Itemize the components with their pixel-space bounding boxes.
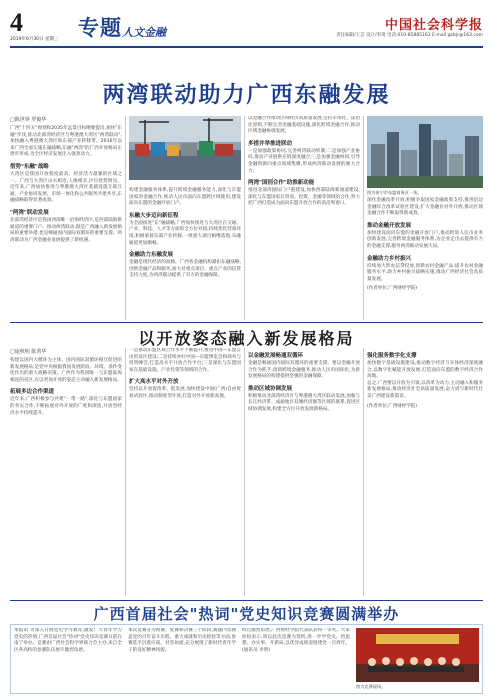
paragraph: 加快数字基础设施建设,推动数字经济与实体经济深度融合,以数字化赋能开放发展,打造面向东盟的数字经济合作高地。 (367, 361, 483, 380)
paragraph: 金融是现代经济的血脉。广西各金融机构紧扣东融战略,创新金融产品和服务,加大对重点项目、重点产业的信贷支持力度,为两湾联动提供了有力的金融保障。 (129, 260, 241, 279)
paragraph: 以金融合作推动区域经济高质量发展,坚持市场化、法治化原则,不断完善金融基础设施,深化跨境金融合作,推动区域金融协调发展。 (248, 116, 360, 135)
section-title: 专题 (78, 15, 122, 40)
paragraph: 构建以国内大循环为主体、国内国际双循环相互促进的新发展格局,是党中央根据我国发展阶段、环境、条件变化作出的重大战略决策。广西作为我国唯一与东盟陆海相连的省区,应以更加开放的姿态主动融入新发展格局。 (10, 358, 122, 383)
subheading: 借势"东融"战略 (10, 163, 49, 170)
author-affiliation: (作者单位:广西财经学院) (367, 403, 418, 409)
newspaper-name: 中国社会科学报 (384, 18, 483, 33)
paragraph: 坚持以开放促改革、促发展,加快建设中国(广西)自由贸易试验区,推动制度型开放,打造对外开放新高地。 (129, 387, 241, 399)
subheading: 金融助力东融发展 (129, 252, 174, 259)
subheading: "两湾"联动发展 (10, 209, 49, 216)
paragraph: 金融是畅通国内国际双循环的重要支撑。要以金融开放合作为抓手,创新跨境金融服务,推动人民币国际化,为新发展格局的构建提供坚强的金融保障。 (248, 361, 360, 380)
column-divider (244, 116, 245, 320)
section-divider (10, 600, 483, 601)
byline: □庞秋明 陈善华 (10, 349, 47, 355)
port-image (129, 116, 241, 180)
header-divider (10, 46, 483, 48)
subheading: 拓展多边合作渠道 (10, 389, 55, 396)
paragraph: 构建金融服务体系,提升跨境金融服务能力,深化与东盟国家的金融合作,推动人民币面向东盟跨区域使用,建设面向东盟的金融开放门户。 (129, 188, 241, 207)
paragraph: 北部湾经济区是我国西部唯一沿海经济区,是西部陆海新通道的重要门户。推动两湾联动,既是广西融入新发展格局的重要举措,也是畅通国内国际双循环的重要支撑。两湾联动为广西金融业发展提供了新机遇。 (10, 217, 122, 243)
paragraph: 总之,广西要以开放为引领,以改革为动力,主动融入和服务新发展格局,推动经济社会高质量发展,奋力谱写新时代壮美广西建设新篇章。 (367, 380, 483, 399)
editor-contact: 责任编辑/王芸 设计/李琦 电话:010-85885163 E-mail:gsbjr@163.com (336, 33, 483, 38)
contest-image (356, 628, 479, 682)
contest-photo (356, 628, 479, 682)
subheading: 东融大步迈向新征程 (129, 212, 179, 219)
paragraph: 本次竞赛分为初赛、复赛和决赛三个阶段,赛题内容涵盖党的百年奋斗历程、重大成就和历史经验等方面,参赛选手沉着应战、对答如流,充分展现了新时代青年学子的良好精神风貌。 (128, 628, 236, 653)
subheading: 以金融发展畅通双循环 (248, 353, 304, 359)
paragraph: 大湾区是我国开放程度最高、经济活力最强的区域之一。广西与大湾区山水相连,人缘相亲,区位优势明显。近年来,广西加快推进与粤港澳大湾区基础设施互联互通、产业协同发展、市场一体化和公共服务共建共享,东融战略取得显著成效。 (10, 171, 122, 204)
subheading: 金融助力乡村振兴 (367, 255, 412, 262)
paragraph: 广西"十四五"规划和2035年远景目标纲要提出,加快"东融"步伐,推动北部湾经济区与粤港澳大湾区"两湾联动",加快融入粤港澳大湾区和东部产业转移带。2016年以来广西全面实施东融战略,东融"两湾"的广西开放格局正逐步形成,为全区经济发展注入强劲动力。 (10, 126, 122, 158)
section-subtitle: 人文金融 (122, 26, 166, 39)
paragraph: 经过激烈角逐,广西财经学院代表队获得一等奖。大家纷纷表示,将以此次竞赛为契机,进一步学党史、悟思想、办实事、开新局,以优异成绩迎接建党一百周年。(通讯员 李明) (242, 628, 350, 653)
paragraph: 推进北部湾国际门户港建设,加快西部陆海新通道建设,深化与东盟国家在贸易、投资、金融等领域的合作,努力把广西打造成为面向东盟开放合作的前沿和窗口。 (248, 188, 360, 207)
paragraph: 一是推动东盟区域合作水平不断提升,推进中国—东盟自由贸易区建设;二是持续办好中国—东盟博览会和商务与投资峰会,打造高水平开放合作平台;三是深化与东盟国家在基础设施、产业投资等领域的合作。 (129, 348, 241, 373)
page-number: 4 (10, 8, 23, 37)
paragraph: 本报讯 为深入开展党史学习教育,激发广大青年学习党史的热情,广西首届社会"热词"党史知识竞赛日前在南宁举办。竞赛由广西社会科学界联合会主办,来自全区各高校的参赛队伍展开激烈角逐。 (14, 628, 122, 653)
column-divider (244, 348, 245, 596)
section-divider (10, 322, 483, 323)
paragraph: 积极推动北部湾经济区与粤港澳大湾区联动发展,加强与长江经济带、成渝地区双城经济圈等区域的联系,促进区域协调发展,构建全方位开放发展新格局。 (248, 393, 360, 412)
masthead (10, 8, 483, 42)
port-photo (129, 116, 241, 180)
top-article-column-3 (248, 116, 360, 320)
mid-article-column-2 (129, 348, 241, 596)
column-divider (125, 116, 126, 320)
date-line: 2019年6月30日 星期三 (10, 37, 59, 42)
paragraph: 为全面推进"东"融战略,广西加快推进与大湾区在交通、产业、科技、人才等方面的全方位对接,持续优化营商环境,积极承接东部产业转移,一批重大项目相继落地,东融通道更加顺畅。 (129, 220, 241, 246)
paragraph: 深化金融改革开放,积极争取国家金融政策支持,推进沿边金融综合改革试验区建设,扩大金融业对外开放,推动区域金融合作不断取得新成效。 (367, 198, 483, 217)
paragraph: 加快建设面向东盟的金融开放门户,推动跨境人民币业务创新发展,完善跨境金融服务体系,为企业走出去提供有力的金融支撑,服务两湾联动发展大局。 (367, 230, 483, 249)
top-article-column-1 (10, 116, 122, 320)
mid-article-column-4 (367, 348, 483, 596)
column-divider (363, 348, 364, 596)
brief-column-3 (242, 628, 350, 690)
city-image (367, 116, 483, 188)
subheading: 两湾"国别合作"助推新动能 (248, 180, 315, 187)
brief-column-2 (128, 628, 236, 690)
column-divider (363, 116, 364, 320)
photo-caption: 图为竞赛现场。 (356, 684, 386, 689)
column-divider (125, 348, 126, 596)
byline: □陈世界 罗俊华 (10, 117, 47, 123)
bottom-headline: 广西首届社会"热词"党史知识竞赛圆满举办 (93, 605, 400, 623)
author-affiliation: (作者单位:广西财经学院) (367, 286, 418, 292)
subheading: 推动区域协调发展 (248, 385, 293, 392)
lead-headline (10, 80, 483, 110)
photo-caption: 图为南宁市东盟商务区一角。 (367, 190, 422, 195)
paragraph: 近年来,广西积极参与共建"一带一路",深化与东盟国家的务实合作,不断拓展对外开放的广度和深度,开放型经济水平持续提升。 (10, 397, 122, 416)
paragraph: 一是加强政策协同,完善两湾联动机制;二是加强产业协同,推动产业链供应链深度融合;三是加强金融协同,引导金融资源向重点领域集聚,形成两湾联动发展的强大合力。 (248, 148, 360, 174)
mid-headline: 以开放姿态融入新发展格局 (138, 329, 355, 348)
mid-article-column-3 (248, 348, 360, 596)
brief-column-1 (14, 628, 122, 690)
paragraph: 持续加大涉农信贷投放,创新农村金融产品,提升农村金融服务水平,助力乡村振兴战略实施,推动广西经济社会高质量发展。 (367, 263, 483, 282)
lead-headline-text: 两湾联动助力广西东融发展 (102, 82, 391, 108)
mid-article-column-1 (10, 348, 122, 596)
city-photo (367, 116, 483, 188)
subheading: 强化服务数字化支撑 (367, 353, 417, 359)
subheading: 多措并举推进联动 (248, 140, 293, 147)
subheading: 推动金融开放发展 (367, 222, 412, 229)
subheading: 扩大高水平对外开放 (129, 379, 179, 386)
